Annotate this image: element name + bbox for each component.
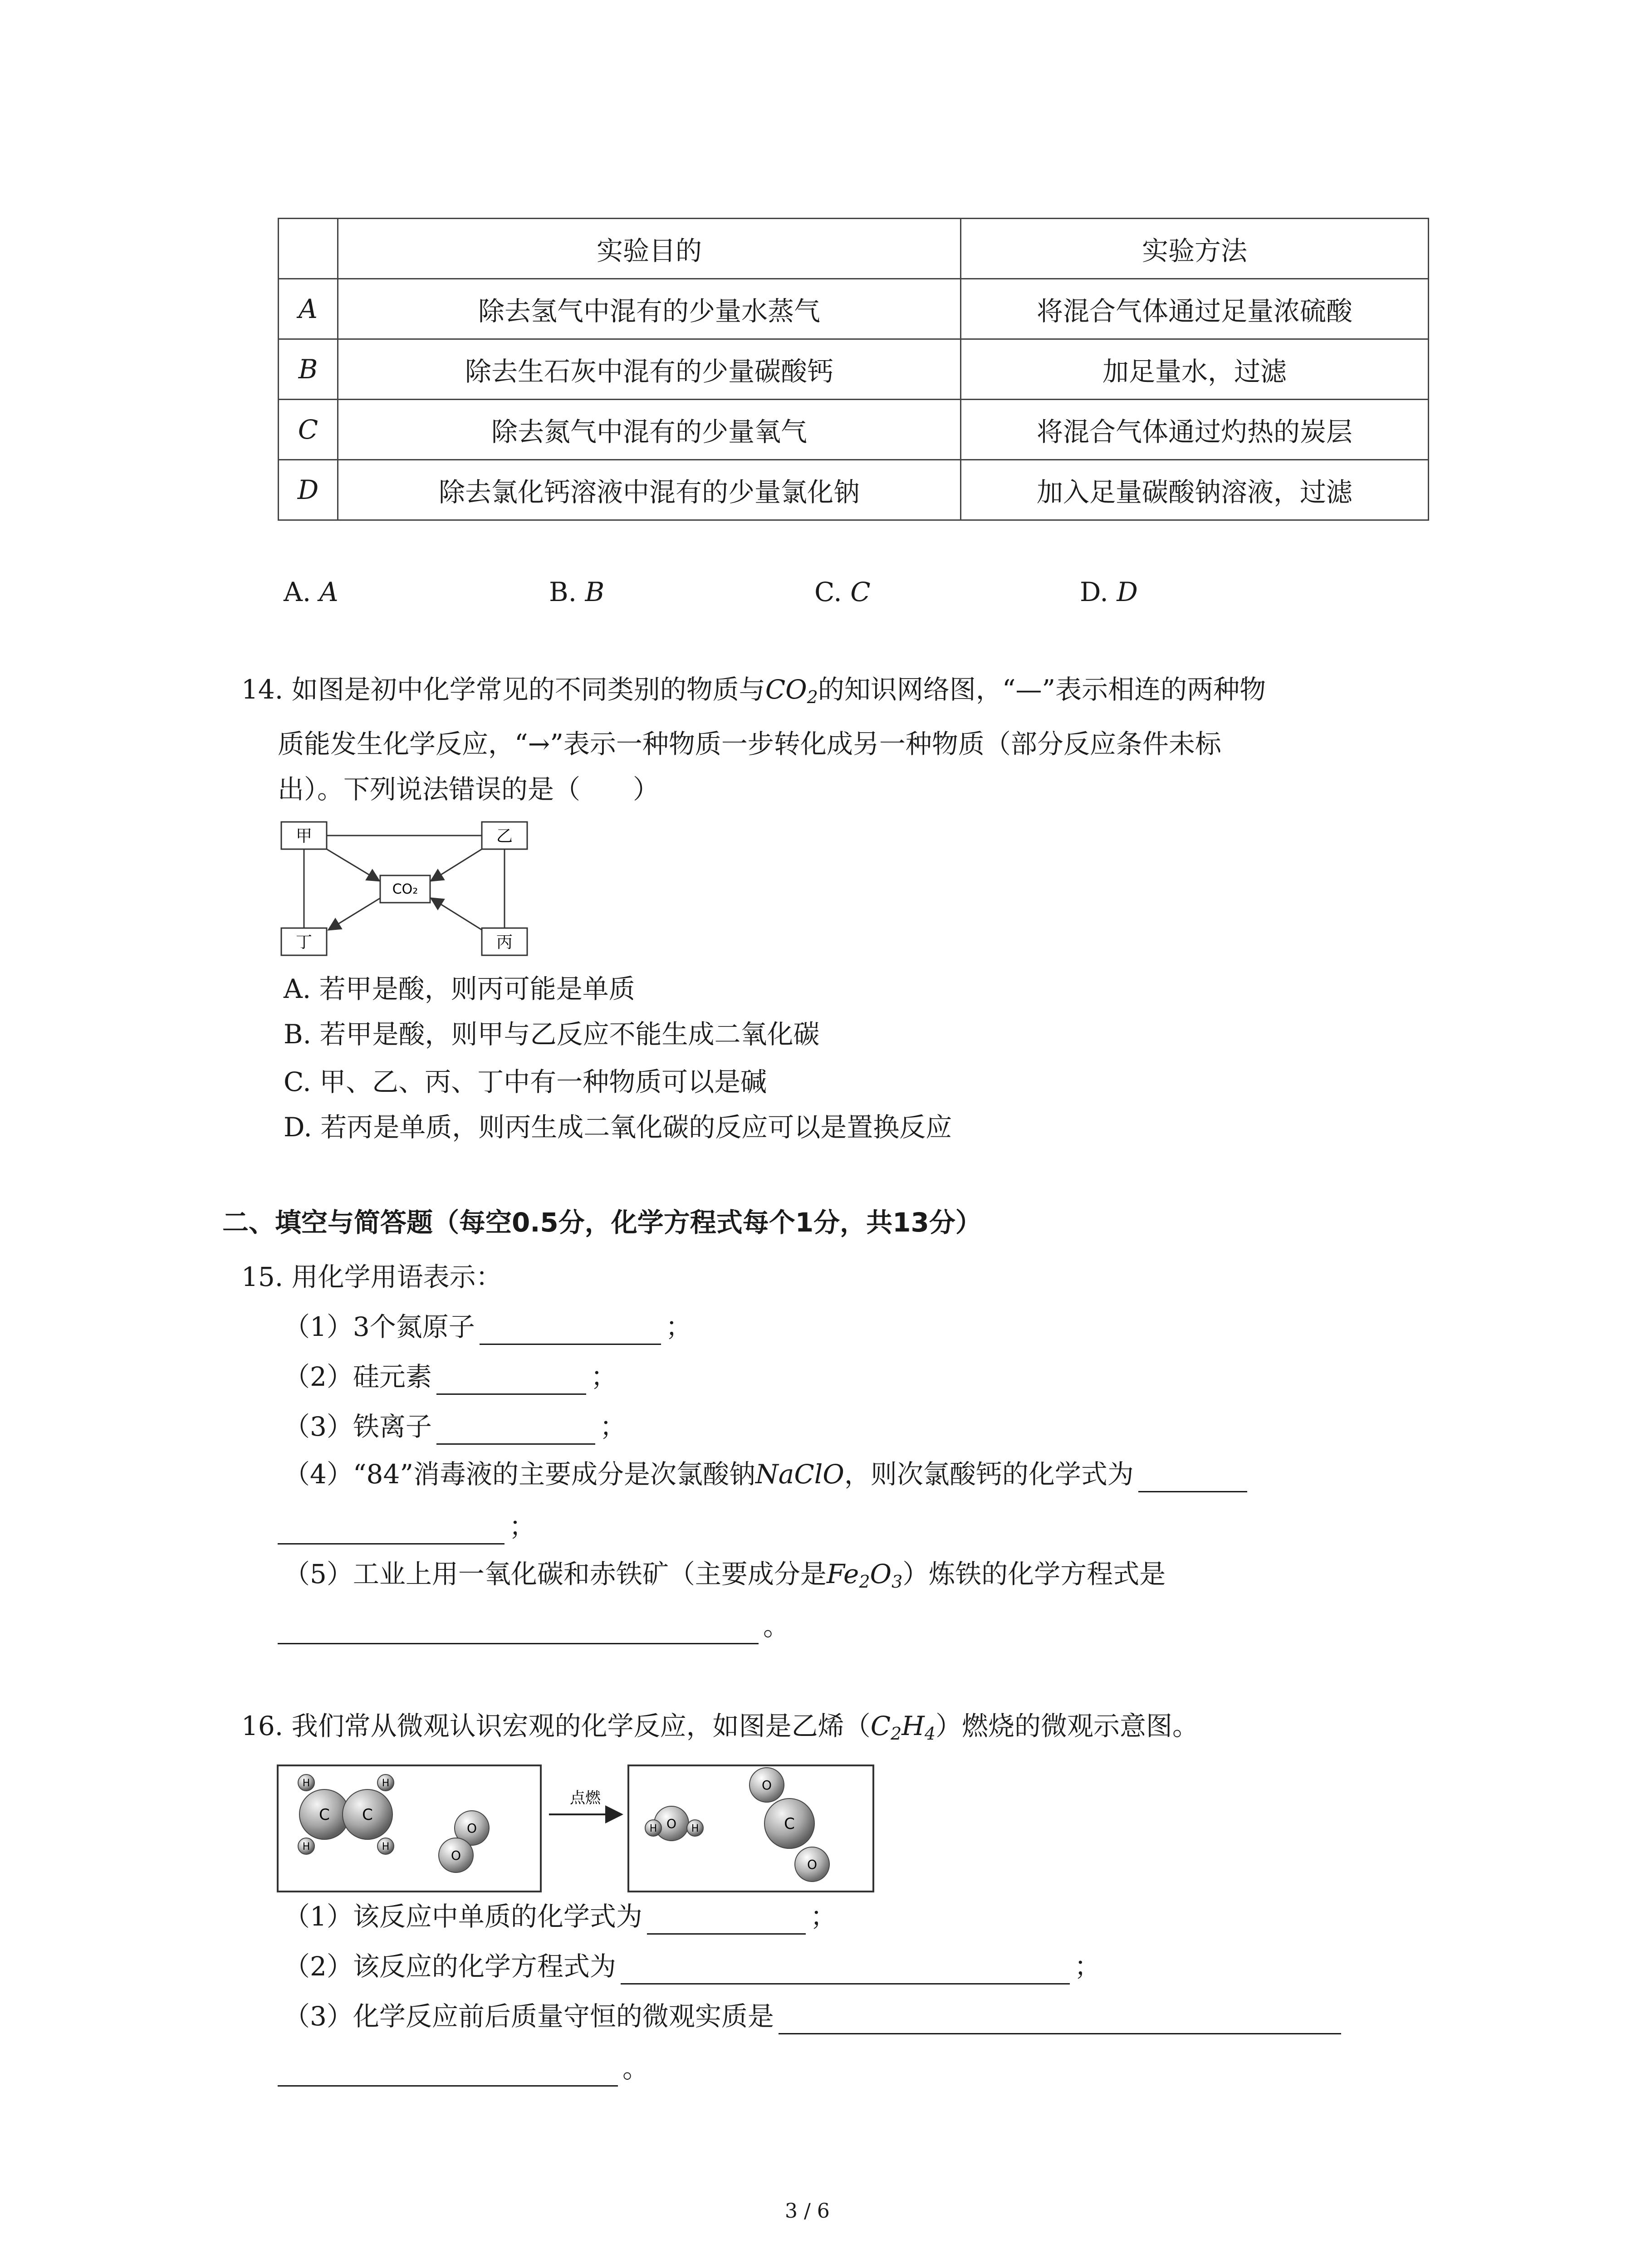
table-header-cell: 实验目的 bbox=[338, 219, 961, 279]
q14-text: 如图是初中化学常见的不同类别的物质与 bbox=[291, 674, 765, 705]
label-bing: 丙 bbox=[496, 933, 513, 952]
answer-blank[interactable] bbox=[779, 2006, 1341, 2034]
q14-option-a[interactable]: A. 若甲是酸，则丙可能是单质 bbox=[284, 973, 635, 1004]
part-text: （3）化学反应前后质量守恒的微观实质是 bbox=[284, 2001, 774, 2032]
formula-part: O bbox=[870, 1559, 892, 1589]
atom-label: O bbox=[761, 1778, 772, 1793]
q13-option-c[interactable] bbox=[814, 574, 871, 610]
atom-label: C bbox=[362, 1806, 373, 1824]
q14-network-diagram bbox=[272, 816, 535, 971]
q15-part3 bbox=[284, 1408, 626, 1445]
part-text: （5）工业上用一氧化碳和赤铁矿（主要成分是 bbox=[284, 1559, 827, 1589]
table-cell-method: 将混合气体通过足量浓硫酸 bbox=[961, 279, 1429, 339]
atom-label: O bbox=[451, 1848, 461, 1863]
q16-part1 bbox=[284, 1898, 837, 1935]
q15-part1 bbox=[284, 1309, 692, 1345]
q16-part2 bbox=[284, 1948, 1101, 1984]
atom-label: H bbox=[691, 1823, 699, 1834]
part-text: ，则次氯酸钙的化学式为 bbox=[844, 1459, 1134, 1490]
option-label: A. bbox=[284, 577, 311, 607]
table-cell-method: 加入足量碳酸钠溶液，过滤 bbox=[961, 460, 1429, 520]
formula-part: CO bbox=[765, 674, 807, 705]
fe2o3-formula bbox=[826, 1559, 903, 1592]
option-value: A bbox=[319, 577, 338, 607]
atom-label: C bbox=[784, 1815, 795, 1833]
part-text: （1）该反应中单质的化学式为 bbox=[284, 1901, 642, 1932]
q14-text: 的知识网络图，“—”表示相连的两种物 bbox=[818, 674, 1266, 705]
q14-option-b[interactable]: B. 若甲是酸，则甲与乙反应不能生成二氧化碳 bbox=[284, 1019, 820, 1050]
q14-option-d[interactable]: D. 若丙是单质，则丙生成二氧化碳的反应可以是置换反应 bbox=[284, 1112, 952, 1143]
option-label: B. bbox=[549, 577, 577, 607]
atom-label: H bbox=[649, 1823, 657, 1834]
q15-part4 bbox=[284, 1456, 1252, 1492]
atom-label: H bbox=[382, 1778, 390, 1789]
answer-blank[interactable] bbox=[621, 1956, 1070, 1984]
q16-part3-cont bbox=[278, 2050, 649, 2087]
atom-label: O bbox=[466, 1821, 477, 1836]
formula-part: Fe bbox=[826, 1559, 859, 1589]
q15-part4-cont bbox=[278, 1508, 535, 1545]
answer-blank[interactable] bbox=[1138, 1464, 1247, 1492]
q15-part5-cont bbox=[278, 1608, 789, 1644]
formula-subscript: 2 bbox=[807, 687, 818, 707]
q16-part3 bbox=[284, 1998, 1346, 2034]
label-co2: CO₂ bbox=[392, 881, 418, 897]
punct: 。 bbox=[622, 2053, 649, 2084]
table-row bbox=[279, 400, 1429, 460]
formula-subscript: 4 bbox=[924, 1724, 936, 1744]
arrow-co2-ding bbox=[328, 898, 380, 930]
q16-stem bbox=[241, 1708, 1199, 1752]
q15-part2 bbox=[284, 1359, 617, 1395]
atom-label: C bbox=[319, 1806, 330, 1824]
table-header-cell: 实验方法 bbox=[961, 219, 1429, 279]
punct: ； bbox=[590, 1361, 617, 1392]
table-row bbox=[279, 279, 1429, 339]
answer-blank[interactable] bbox=[278, 1516, 505, 1545]
c2h4-formula bbox=[870, 1711, 936, 1744]
answer-blank[interactable] bbox=[436, 1366, 586, 1395]
option-value: C bbox=[850, 577, 871, 607]
option-value: D bbox=[1117, 577, 1138, 607]
atom-label: O bbox=[666, 1816, 677, 1831]
option-value: B bbox=[585, 577, 605, 607]
q14-option-c[interactable]: C. 甲、乙、丙、丁中有一种物质可以是碱 bbox=[284, 1066, 767, 1097]
page-number: 3 / 6 bbox=[785, 2200, 830, 2223]
arrow-label: 点燃 bbox=[570, 1789, 601, 1807]
punct: ； bbox=[509, 1511, 536, 1542]
table-header-row bbox=[279, 219, 1429, 279]
arrow-jia-co2 bbox=[327, 849, 379, 881]
table-cell-goal: 除去氯化钙溶液中混有的少量氯化钠 bbox=[338, 460, 961, 520]
part-text: ）炼铁的化学方程式是 bbox=[902, 1559, 1166, 1589]
naclo-formula: NaClO bbox=[755, 1459, 844, 1490]
q13-option-a[interactable] bbox=[284, 574, 338, 610]
atom-label: H bbox=[302, 1841, 310, 1853]
experiment-table bbox=[278, 218, 1429, 521]
q14-stem-line3: 出）。下列说法错误的是（ ） bbox=[278, 774, 660, 805]
q14-stem-line1 bbox=[241, 671, 1266, 715]
table-cell-goal: 除去生石灰中混有的少量碳酸钙 bbox=[338, 339, 961, 400]
table-cell-key: B bbox=[279, 339, 338, 400]
part-text: （2）硅元素 bbox=[284, 1361, 432, 1392]
answer-blank[interactable] bbox=[278, 1616, 759, 1644]
table-header-cell bbox=[279, 219, 338, 279]
q15-stem: 15. 用化学用语表示： bbox=[241, 1261, 502, 1292]
table-cell-method: 将混合气体通过灼热的炭层 bbox=[961, 400, 1429, 460]
option-label: D. bbox=[1080, 577, 1108, 607]
formula-part: H bbox=[901, 1711, 925, 1741]
formula-part: C bbox=[870, 1711, 891, 1741]
table-cell-goal: 除去氮气中混有的少量氧气 bbox=[338, 400, 961, 460]
table-cell-method: 加足量水，过滤 bbox=[961, 339, 1429, 400]
atom-label: H bbox=[302, 1778, 310, 1789]
arrow-bing-co2 bbox=[431, 898, 482, 930]
q13-option-b[interactable] bbox=[549, 574, 604, 610]
part-text: （1）3个氮原子 bbox=[284, 1311, 475, 1342]
table-cell-key: A bbox=[279, 279, 338, 339]
q16-micro-diagram bbox=[272, 1760, 880, 1896]
formula-subscript: 2 bbox=[891, 1724, 902, 1744]
punct: ； bbox=[1074, 1951, 1101, 1982]
answer-blank[interactable] bbox=[647, 1906, 806, 1935]
punct: ； bbox=[665, 1311, 692, 1342]
formula-subscript: 3 bbox=[892, 1572, 903, 1592]
q15-part5 bbox=[284, 1556, 1166, 1600]
part-text: （3）铁离子 bbox=[284, 1411, 432, 1442]
table-row bbox=[279, 460, 1429, 520]
q16-text: ）燃烧的微观示意图。 bbox=[936, 1711, 1199, 1741]
answer-blank[interactable] bbox=[436, 1416, 595, 1445]
q16-text: 16. 我们常从微观认识宏观的化学反应，如图是乙烯（ bbox=[241, 1711, 871, 1741]
part-text: （4）“84”消毒液的主要成分是次氯酸钠 bbox=[284, 1459, 756, 1490]
q14-stem-line2: 质能发生化学反应，“→”表示一种物质一步转化成另一种物质（部分反应条件未标 bbox=[278, 728, 1221, 759]
label-jia: 甲 bbox=[295, 827, 313, 846]
q13-option-d[interactable] bbox=[1080, 574, 1138, 610]
co2-formula bbox=[765, 674, 818, 705]
question-number: 14. bbox=[241, 674, 284, 705]
punct: ； bbox=[810, 1901, 837, 1932]
atom-label: H bbox=[382, 1841, 390, 1853]
answer-blank[interactable] bbox=[480, 1316, 661, 1345]
answer-blank[interactable] bbox=[278, 2058, 618, 2087]
table-cell-key: D bbox=[279, 460, 338, 520]
table-cell-goal: 除去氢气中混有的少量水蒸气 bbox=[338, 279, 961, 339]
label-ding: 丁 bbox=[295, 933, 313, 952]
arrow-yi-co2 bbox=[431, 849, 482, 881]
table-row bbox=[279, 339, 1429, 400]
formula-subscript: 2 bbox=[859, 1572, 870, 1592]
atom-label: O bbox=[807, 1857, 818, 1872]
label-yi: 乙 bbox=[496, 827, 513, 846]
option-label: C. bbox=[814, 577, 842, 607]
section-heading: 二、填空与简答题（每空0.5分，化学方程式每个1分，共13分） bbox=[222, 1207, 982, 1238]
punct: ； bbox=[599, 1411, 626, 1442]
part-text: （2）该反应的化学方程式为 bbox=[284, 1951, 616, 1982]
table-cell-key: C bbox=[279, 400, 338, 460]
punct: 。 bbox=[763, 1611, 790, 1642]
